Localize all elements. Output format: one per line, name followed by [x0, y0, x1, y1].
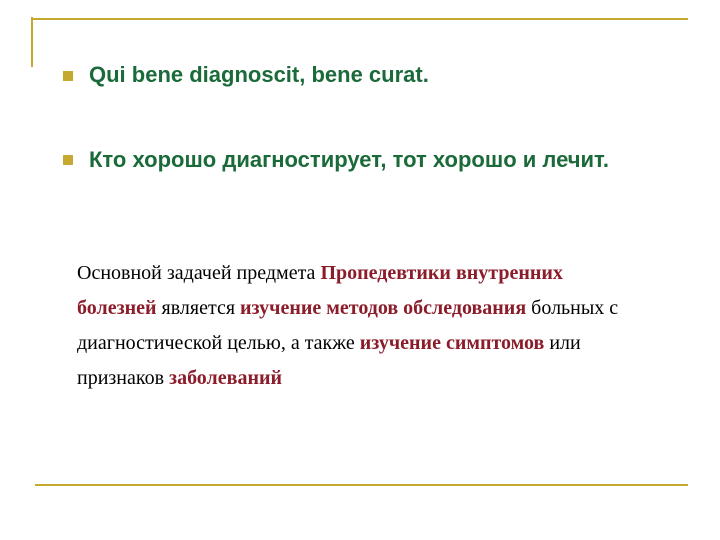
- paragraph-text: Основной задачей предмета: [77, 262, 321, 284]
- top-rule: [31, 18, 688, 20]
- latin-proverb: Qui bene diagnoscit, bene curat.: [89, 62, 429, 87]
- bottom-rule: [35, 484, 688, 486]
- russian-proverb: Кто хорошо диагностирует, тот хорошо и лечит.: [89, 147, 610, 172]
- square-bullet-icon: [63, 155, 73, 165]
- highlight-symptoms: изучение симптомов: [359, 332, 545, 354]
- main-paragraph: [77, 256, 622, 396]
- paragraph-text: больных с диагностической целью, а также: [77, 297, 619, 354]
- square-bullet-icon: [63, 71, 73, 81]
- highlight-diseases: заболеваний: [169, 367, 283, 389]
- paragraph-text: является: [156, 297, 241, 319]
- left-rule: [31, 17, 33, 67]
- highlight-subject: Пропедевтики внутренних болезней: [77, 262, 563, 319]
- highlight-methods: изучение методов обследования: [240, 297, 527, 319]
- paragraph-text: или признаков: [77, 332, 581, 389]
